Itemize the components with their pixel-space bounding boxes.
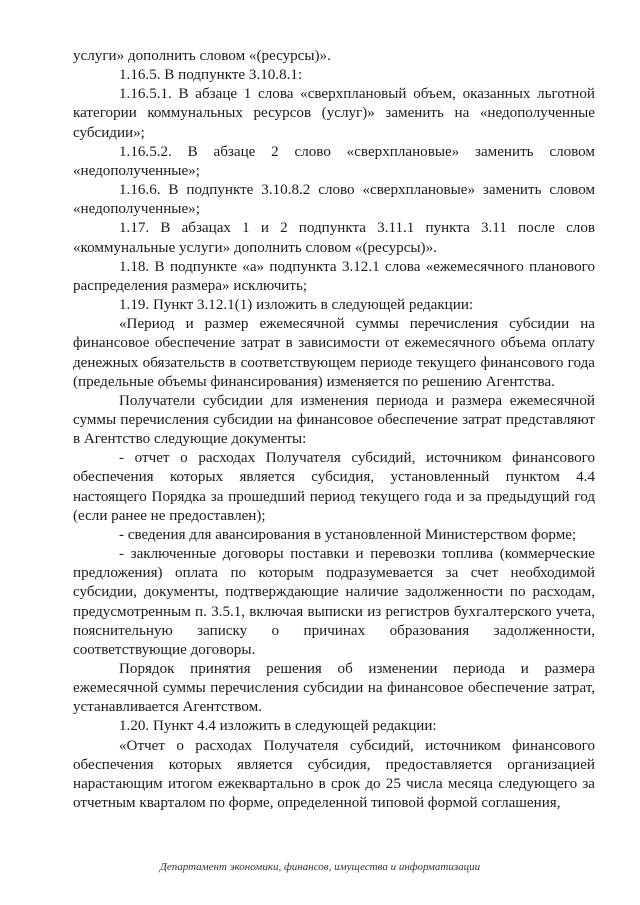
document-paragraph: 1.17. В абзацах 1 и 2 подпункта 3.11.1 пункта 3.11 после слов «коммунальные услуги» дополнить словом «(ресурсы)». [73,220,595,256]
document-paragraph: 1.20. Пункт 4.4 изложить в следующей редакции: [119,718,437,735]
page-footer: Департамент экономики, финансов, имущества и информатизации [159,861,481,873]
document-paragraph: «Период и размер ежемесячной суммы перечисления субсидии на финансовое обеспечение затрат в зависимости от ежемесячного объема оплату денежных обязательств в соответствующем периоде текущего финансового года (предельные объемы финансирования) изменяется по решению Агентства. [73,316,595,390]
document-paragraph: 1.16.6. В подпункте 3.10.8.2 слово «сверхплановые» заменить словом «недополученные»; [73,182,595,218]
document-paragraph: Получатели субсидии для изменения периода и размера ежемесячной суммы перечисления субсидии на финансовое обеспечение затрат представляют в Агентство следующие документы: [73,392,595,448]
document-paragraph: Порядок принятия решения об изменении периода и размера ежемесячной суммы перечисления субсидии на финансовое обеспечение затрат, устанавливается Агентством. [73,661,595,716]
document-paragraph: - сведения для авансирования в установленной Министерством форме; [119,526,577,543]
document-paragraph: 1.16.5.1. В абзаце 1 слова «сверхплановый объем, оказанных льготной категории коммунальных ресурсов (услуг)» заменить на «недополученные субсидии»; [73,86,595,141]
document-paragraph: 1.16.5. В подпункте 3.10.8.1: [119,67,303,84]
document-paragraph: - отчет о расходах Получателя субсидий, источником финансового обеспечения которых является субсидия, установленный пунктом 4.4 настоящего Порядка за прошедший период текущего года и за предыдущий год (если ранее не предоставлен); [73,450,595,524]
document-paragraph: 1.19. Пункт 3.12.1(1) изложить в следующей редакции: [119,297,474,314]
document-paragraph: 1.18. В подпункте «а» подпункта 3.12.1 слова «ежемесячного планового распределения размера» исключить; [73,258,595,294]
document-paragraph: 1.16.5.2. В абзаце 2 слово «сверхплановые» заменить словом «недополученные»; [73,143,595,179]
document-paragraph: - заключенные договоры поставки и перевозки топлива (коммерческие предложения) оплата по которым подразумевается за счет необходимой субсидии, документы, подтверждающие наличие задолженности по расходам, предусмотренным п. 3.5.1, включая выписки из регистров бухгалтерского учета, пояснительную записку о причинах образования задолженности, соответствующие договоры. [73,546,595,658]
document-paragraph: «Отчет о расходах Получателя субсидий, источником финансового обеспечения которых является субсидия, предоставляется организацией нарастающим итогом ежеквартально в срок до 25 числа месяца следующего за отчетным кварталом по форме, определенной типовой формой соглашения, [73,737,595,812]
document-body [73,47,595,813]
document-paragraph: услуги» дополнить словом «(ресурсы)». [73,48,331,64]
